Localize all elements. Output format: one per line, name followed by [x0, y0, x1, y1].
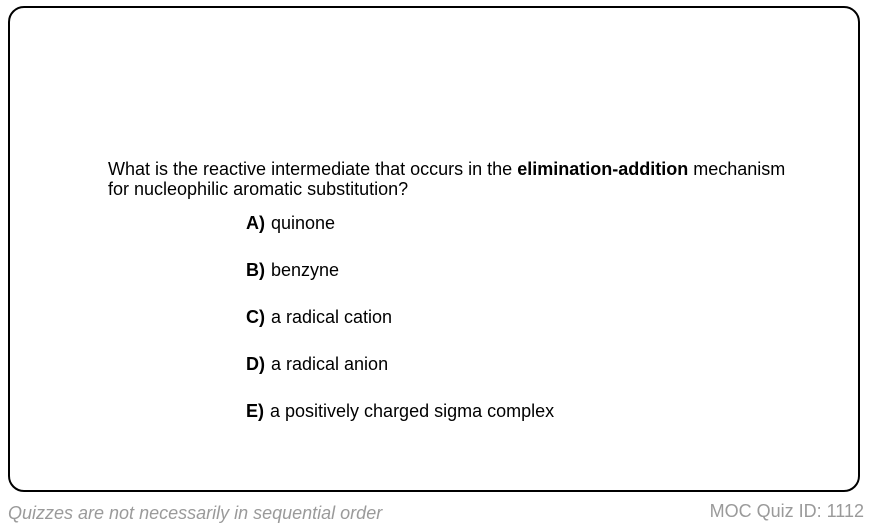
question-text [108, 159, 788, 199]
option-e[interactable] [246, 400, 554, 447]
option-letter: B) [246, 260, 265, 280]
option-letter: C) [246, 307, 265, 327]
option-a[interactable] [246, 212, 554, 259]
quiz-id-label: MOC Quiz ID: 1112 [709, 501, 864, 521]
option-letter: E) [246, 401, 264, 421]
sequence-note: Quizzes are not necessarily in sequential order [8, 503, 383, 523]
option-letter: A) [246, 213, 265, 233]
question-part-2: mechanism for nucleophilic aromatic substitution? [108, 159, 786, 199]
option-text: a radical cation [271, 307, 393, 327]
option-letter: D) [246, 354, 265, 374]
option-c[interactable] [246, 306, 554, 353]
option-d[interactable] [246, 353, 554, 400]
option-text: benzyne [271, 260, 340, 280]
option-text: a positively charged sigma complex [270, 401, 555, 421]
option-text: a radical anion [271, 354, 389, 374]
option-b[interactable] [246, 259, 554, 306]
question-part-1: What is the reactive intermediate that occurs in the [108, 159, 518, 179]
option-text: quinone [271, 213, 336, 233]
question-bold-term: elimination-addition [517, 159, 689, 179]
answer-options [246, 212, 554, 447]
